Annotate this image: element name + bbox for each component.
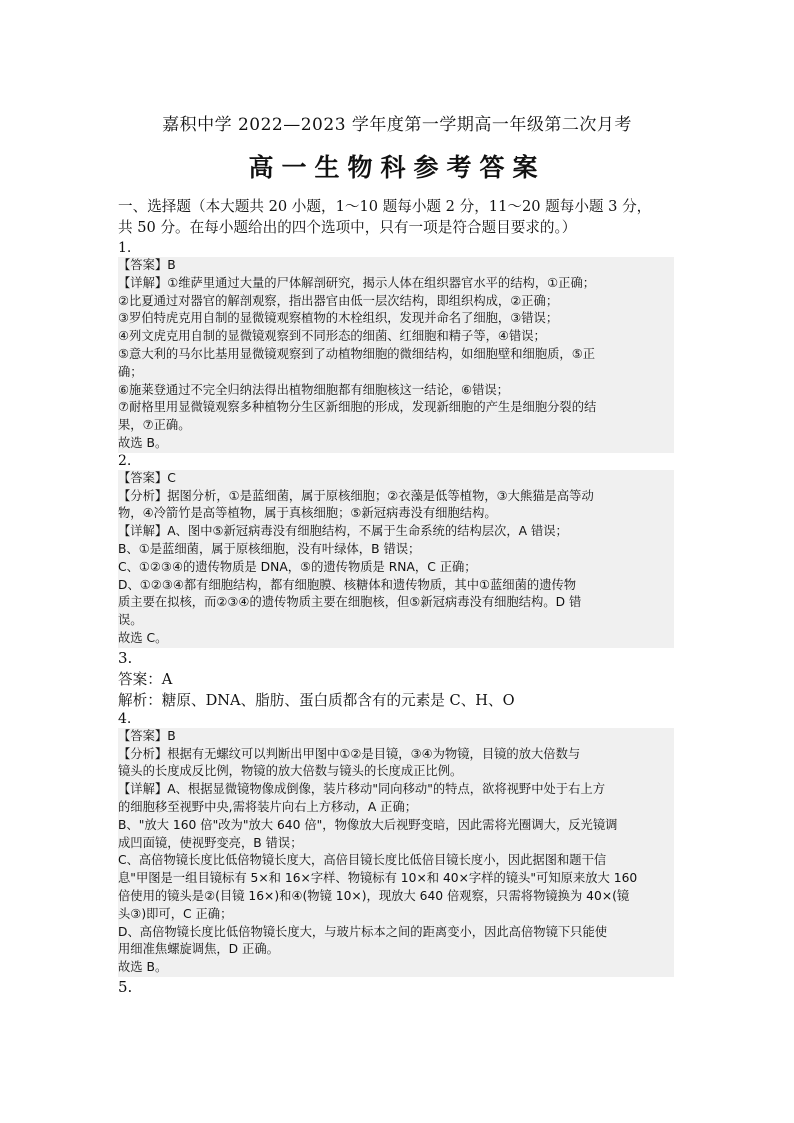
answer-line: 质主要在拟核，而②③④的遗传物质主要在细胞核，但⑤新冠病毒没有细胞结构。D 错	[118, 595, 582, 610]
answer-block	[118, 470, 674, 648]
analysis-text: 解析：糖原、DNA、脂肪、蛋白质都含有的元素是 C、H、O	[118, 691, 515, 709]
answer-line: 【分析】据图分析，①是蓝细菌，属于原核细胞；②衣藻是低等植物，③大熊猫是高等动	[118, 488, 594, 503]
question-number: 5.	[118, 977, 133, 996]
answer-line: 头③)即可，C 正确；	[118, 906, 233, 921]
answer-text: 答案：A	[118, 670, 173, 688]
answer-line: 误。	[118, 613, 143, 628]
answer-line: 【答案】C	[118, 470, 176, 485]
answer-line: ⑤意大利的马尔比基用显微镜观察到了动植物细胞的微细结构，如细胞壁和细胞质，⑤正	[118, 346, 596, 361]
answer-line: 用细准焦螺旋调焦，D 正确。	[118, 942, 279, 957]
answer-line: 【详解】①维萨里通过大量的尸体解剖研究，揭示人体在组织器官水平的结构，①正确；	[118, 275, 596, 290]
answer-line: ⑦耐格里用显微镜观察多种植物分生区新细胞的形成，发现新细胞的产生是细胞分裂的结	[118, 400, 597, 415]
question-number: 4.	[118, 710, 132, 727]
answer-line: 果，⑦正确。	[118, 418, 191, 433]
answer-line: 故选 C。	[118, 630, 168, 645]
answer-line: ③罗伯特虎克用自制的显微镜观察植物的木栓组织，发现并命名了细胞，③错误；	[118, 311, 559, 326]
answer-block	[118, 728, 674, 977]
answer-line: 【分析】根据有无螺纹可以判断出甲图中①②是目镜，③④为物镜，目镜的放大倍数与	[118, 746, 581, 761]
answer-block	[118, 257, 674, 453]
answer-line: ②比夏通过对器官的解剖观察，指出器官由低一层次结构，即组织构成，②正确；	[118, 293, 559, 308]
question-number: 1.	[118, 240, 132, 256]
answer-line: B、①是蓝细菌，属于原核细胞，没有叶绿体，B 错误；	[118, 541, 421, 556]
answer-line: 【详解】A、根据显微镜物像成倒像，装片移动"同向移动"的特点，欲将视野中处于右上方	[118, 782, 606, 797]
question-number: 3.	[118, 648, 133, 667]
intro-line: 一、选择题（本大题共 20 小题，1～10 题每小题 2 分，11～20 题每小题 3 分，	[118, 198, 652, 215]
answer-line: B、"放大 160 倍"改为"放大 640 倍"，物像放大后视野变暗，因此需将光圈调大，反光镜调	[118, 817, 618, 832]
answer-line: 的细胞移至视野中央,需将装片向右上方移动，A 正确；	[118, 799, 418, 814]
answer-line: C、①②③④的遗传物质是 DNA，⑤的遗传物质是 RNA，C 正确；	[118, 559, 477, 574]
answer-line: 息"甲图是一组目镜标有 5×和 16×字样、物镜标有 10×和 40×字样的镜头"可知原来放大 160	[118, 871, 638, 886]
answer-line: 故选 B。	[118, 435, 168, 450]
question-number: 2.	[118, 452, 132, 469]
answer-line: 物，④冷箭竹是高等植物，属于真核细胞；⑤新冠病毒没有细胞结构。	[118, 506, 497, 521]
answer-line: 确；	[118, 364, 143, 379]
page-title: 高一生物科参考答案	[248, 153, 546, 182]
answer-line: 成凹面镜，使视野变亮，B 错误；	[118, 835, 303, 850]
section-intro	[118, 196, 678, 238]
answer-line: ⑥施莱登通过不完全归纳法得出植物细胞都有细胞核这一结论，⑥错误；	[118, 382, 509, 397]
answer-line: 【详解】A、图中⑤新冠病毒没有细胞结构，不属于生命系统的结构层次，A 错误；	[118, 524, 568, 539]
answer-line: C、高倍物镜长度比低倍物镜长度大，高倍目镜长度比低倍目镜长度小，因此据图和题干信	[118, 853, 607, 868]
answer-line: 【答案】B	[118, 728, 176, 743]
answer-line: 镜头的长度成反比例，物镜的放大倍数与镜头的长度成正比例。	[118, 764, 463, 779]
answer-line: 故选 B。	[118, 960, 168, 975]
answer-line: 倍使用的镜头是②(目镜 16×)和④(物镜 10×)，现放大 640 倍观察，只需将物镜换为 40×(镜	[118, 888, 630, 903]
answer-line: D、①②③④都有细胞结构，都有细胞膜、核糖体和遗传物质，其中①蓝细菌的遗传物	[118, 577, 577, 592]
answer-line: ④列文虎克用自制的显微镜观察到不同形态的细菌、红细胞和精子等，④错误；	[118, 329, 546, 344]
answer-line: 【答案】B	[118, 258, 176, 272]
answers-content	[118, 240, 674, 998]
intro-line: 共 50 分。在每小题给出的四个选项中，只有一项是符合题目要求的。）	[118, 219, 577, 236]
exam-header: 嘉积中学 2022—2023 学年度第一学期高一年级第二次月考	[162, 115, 632, 135]
answer-line: D、高倍物镜长度比低倍物镜长度大，与玻片标本之间的距离变小，因此高倍物镜下只能使	[118, 924, 608, 939]
